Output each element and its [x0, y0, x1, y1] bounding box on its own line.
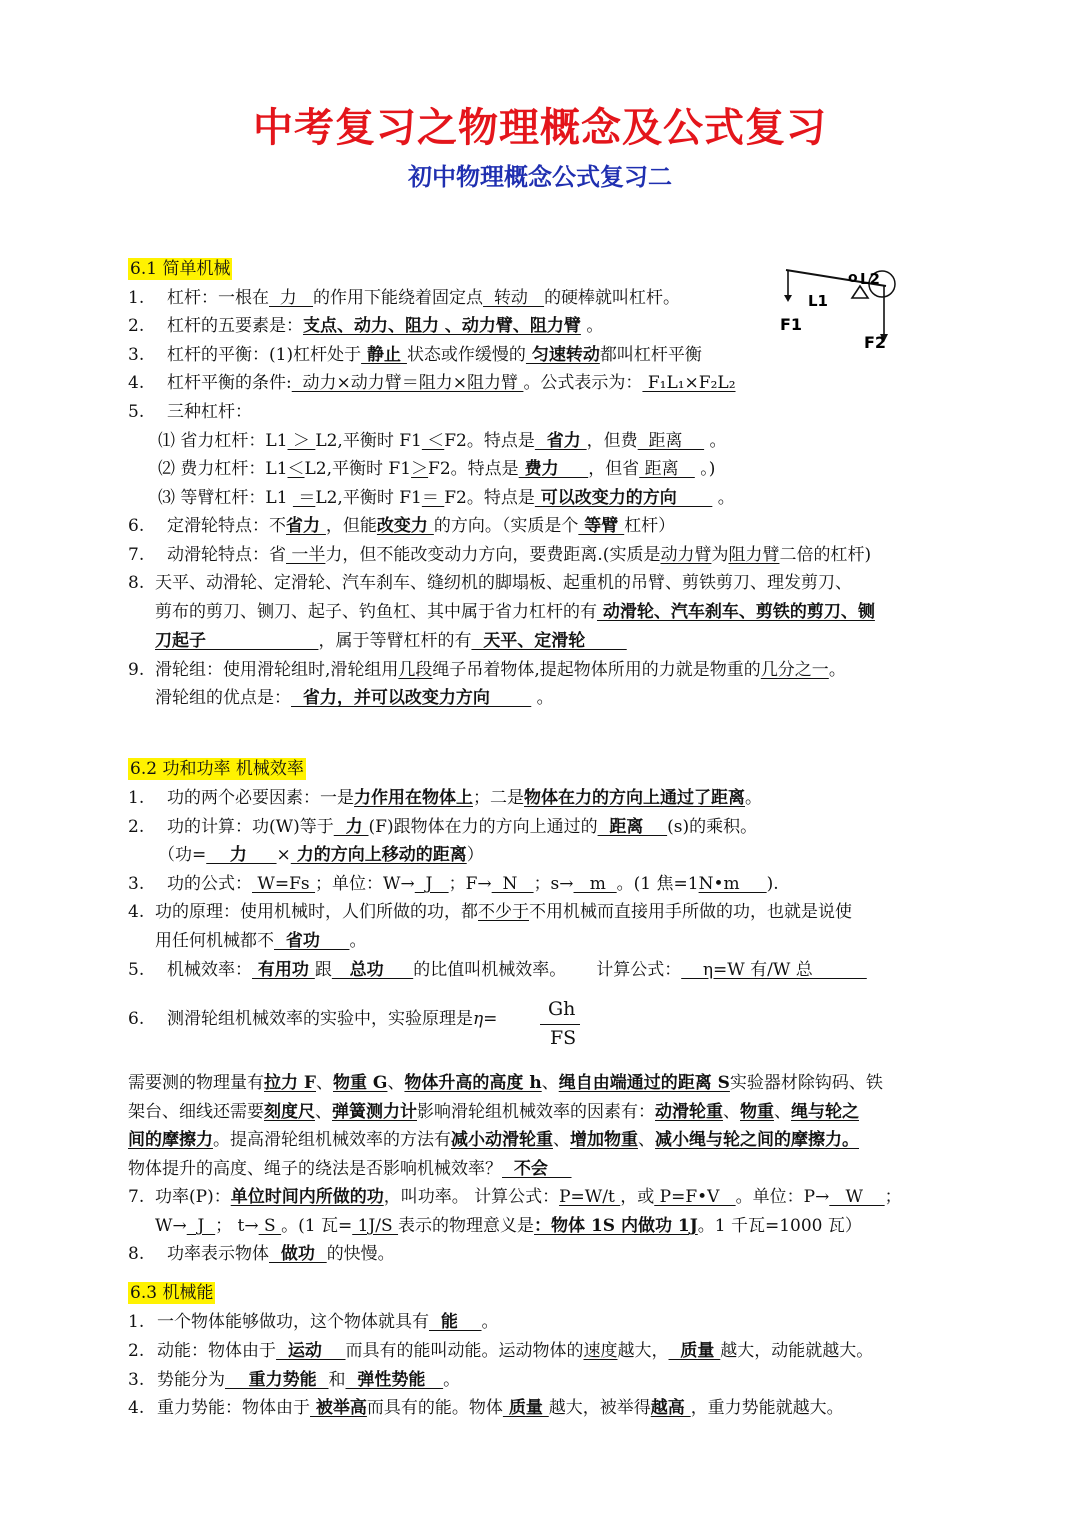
s62-line-5: 5. 机械效率： 有用功 跟 总功 的比值叫机械效率。 计算公式： η=W 有/W 总: [128, 960, 867, 980]
s62-line-7: 7. 功率(P)：单位时间内所做的功，叫功率。 计算公式：P=W/t ，或 P=F•V 。单位：P→ W ；: [128, 1187, 902, 1207]
s61-line-1: 1. 杠杆：一根在 力 的作用下能绕着固定点 转动 的硬棒就叫杠杆。: [128, 288, 681, 308]
s62-line-7b: W→ J ； t→ S 。(1 瓦= 1J/S 表示的物理意义是：物体 1S 内做功 1J。1 千瓦=1000 瓦）: [155, 1216, 862, 1236]
s61-line-5b: ⑵ 费力杠杆：L1＜L2,平衡时 F1＞F2。特点是 费力 ，但省 距离 。): [158, 459, 716, 479]
s62-line-4b: 用任何机械都不 省功 。: [155, 931, 367, 951]
s62-line-2: 2. 功的计算：功(W)等于 力 (F)跟物体在力的方向上通过的 距离 (s)的乘积。: [128, 817, 758, 837]
s61-line-8c: 刀起子 ，属于等臂杠杆的有 天平、定滑轮: [155, 631, 627, 651]
page-title: 中考复习之物理概念及公式复习: [253, 104, 827, 151]
s63-line-4: 4. 重力势能：物体由于 被举高而具有的能。物体 质量 越大，被举得越高 ，重力势能就越大。: [128, 1398, 844, 1418]
fraction-numerator: Gh: [548, 998, 576, 1020]
fraction-denominator: FS: [550, 1027, 577, 1049]
s61-line-4: 4. 杠杆平衡的条件: 动力×动力臂＝阻力×阻力臂 。公式表示为： F₁L₁×F₂L₂: [128, 373, 736, 393]
s62-para-3: 间的摩擦力。提高滑轮组机械效率的方法有减小动滑轮重、增加物重、减小绳与轮之间的摩擦力。: [128, 1130, 859, 1150]
section-6-3-heading: 6.3 机械能: [130, 1283, 214, 1303]
s61-line-5: 5. 三种杠杆：: [128, 402, 252, 422]
s63-line-2: 2. 动能：物体由于 运动 而具有的能叫动能。运动物体的速度越大， 质量 越大，动能就越大。: [128, 1341, 874, 1361]
lever-l1-label: L1: [808, 292, 828, 310]
s61-line-7: 7. 动滑轮特点：省 一半力，但不能改变动力方向，要费距离.(实质是动力臂为阻力臂二倍的杠杆): [128, 545, 872, 565]
lever-diagram: [776, 262, 906, 354]
s62-para-2: 架台、细线还需要刻度尺、弹簧测力计影响滑轮组机械效率的因素有：动滑轮重、物重、绳与轮之: [128, 1102, 859, 1122]
section-6-2-heading: 6.2 功和功率 机械效率: [130, 759, 304, 779]
s61-line-5a: ⑴ 省力杠杆：L1 ＞ L2,平衡时 F1 ＜F2。特点是 省力 ，但费 距离 。: [158, 431, 727, 451]
lever-o-label: o: [848, 270, 858, 286]
s61-line-2: 2. 杠杆的五要素是：支点、动力、阻力 、动力臂、阻力臂 。: [128, 316, 604, 336]
s62-line-3: 3. 功的公式： W=Fs ；单位：W→ J ；F→ N ；s→ m 。(1 焦=1N•m ).: [128, 874, 779, 894]
s61-line-8: 8. 天平、动滑轮、定滑轮、汽车刹车、缝纫机的脚塌板、起重机的吊臂、剪铁剪刀、理发剪刀、: [128, 573, 852, 593]
s61-line-9b: 滑轮组的优点是： 省力，并可以改变力方向 。: [155, 688, 554, 708]
s61-line-3: 3. 杠杆的平衡：(1)杠杆处于 静止 状态或作缓慢的 匀速转动都叫杠杆平衡: [128, 345, 702, 365]
page-subtitle: 初中物理概念公式复习二: [408, 162, 672, 191]
s62-line-6: 6. 测滑轮组机械效率的实验中，实验原理是η=: [128, 1009, 498, 1029]
lever-l2-label: L2: [860, 270, 880, 288]
s62-line-4: 4. 功的原理：使用机械时，人们所做的功，都不少于不用机械而直接用手所做的功，也就是说使: [128, 902, 852, 922]
section-6-1-heading: 6.1 简单机械: [130, 259, 231, 279]
s62-para-4: 物体提升的高度、绳子的绕法是否影响机械效率？ 不会: [128, 1159, 572, 1179]
lever-f2-label: F2: [864, 333, 887, 352]
s62-line-2b: （功= 力 × 力的方向上移动的距离）: [158, 845, 484, 865]
s61-line-8b: 剪布的剪刀、铡刀、起子、钓鱼杠、其中属于省力杠杆的有 动滑轮、汽车刹车、剪铁的剪刀、铡: [155, 602, 875, 622]
s62-line-1: 1. 功的两个必要因素：一是力作用在物体上；二是物体在力的方向上通过了距离。: [128, 788, 762, 808]
s61-line-9: 9. 滑轮组：使用滑轮组时,滑轮组用几段绳子吊着物体,提起物体所用的力就是物重的几分之一。: [128, 660, 846, 680]
s62-line-8: 8. 功率表示物体 做功 的快慢。: [128, 1244, 395, 1264]
s63-line-1: 1. 一个物体能够做功，这个物体就具有 能 。: [128, 1312, 499, 1332]
fraction-bar: [540, 1024, 580, 1025]
s63-line-3: 3. 势能分为 重力势能 和 弹性势能 。: [128, 1370, 461, 1390]
s62-para-1: 需要测的物理量有拉力 F、物重 G、物体升高的高度 h、绳自由端通过的距离 S实验器材除钩码、铁: [128, 1073, 883, 1093]
eta-symbol: η=: [473, 1009, 498, 1029]
s61-line-6: 6. 定滑轮特点：不省力 ，但能改变力 的方向。（实质是个 等臂 杠杆）: [128, 516, 676, 536]
lever-f1-label: F1: [780, 315, 803, 334]
s61-line-5c: ⑶ 等臂杠杆：L1 ＝L2,平衡时 F1＝ F2。特点是 可以改变力的方向 。: [158, 488, 735, 508]
